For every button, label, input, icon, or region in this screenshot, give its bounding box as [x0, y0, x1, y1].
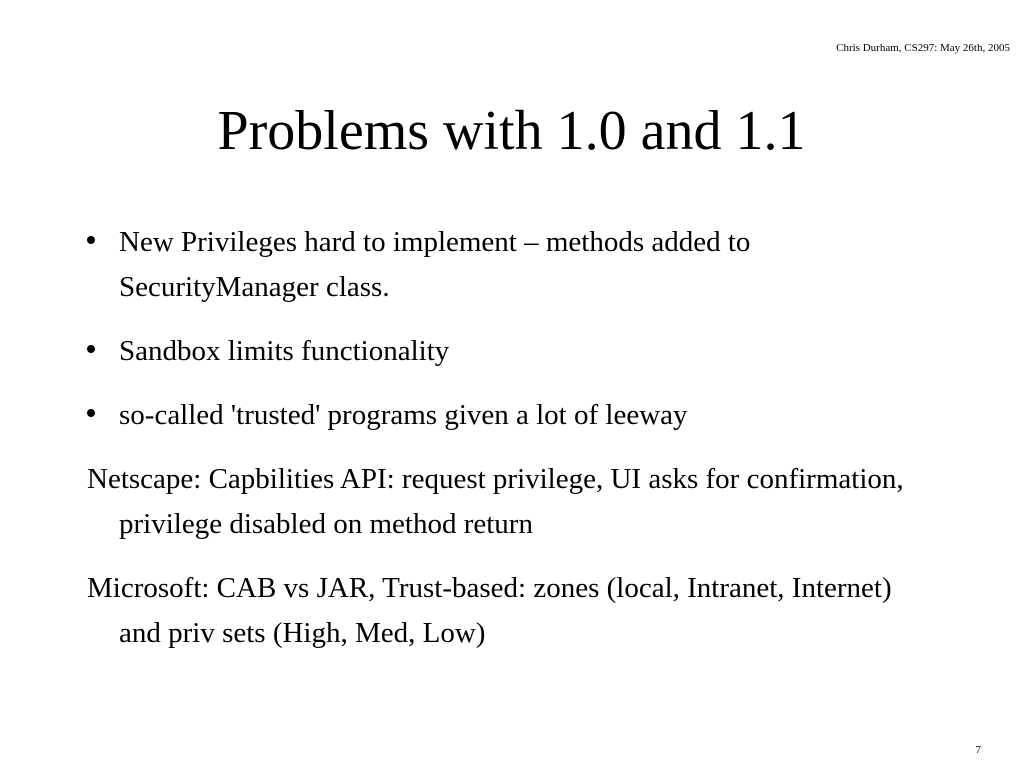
header-note: Chris Durham, CS297: May 26th, 2005 — [836, 42, 1010, 54]
bullet-item — [87, 393, 917, 438]
bullet-dot-icon — [87, 409, 95, 417]
page-number: 7 — [975, 744, 981, 756]
slide-content — [87, 220, 917, 675]
slide-title: Problems with 1.0 and 1.1 — [217, 100, 806, 162]
bullet-list — [87, 220, 917, 438]
bullet-item — [87, 329, 917, 374]
netscape-paragraph: Netscape: Capbilities API: request privilege, UI asks for confirmation, privilege disabled on method return — [87, 463, 904, 540]
bullet-item — [87, 220, 917, 310]
bullet-text: so-called 'trusted' programs given a lot of leeway — [119, 399, 688, 431]
bullet-dot-icon — [87, 345, 95, 353]
microsoft-paragraph: Microsoft: CAB vs JAR, Trust-based: zones (local, Intranet, Internet) and priv sets (High, Med, Low) — [87, 572, 892, 649]
bullet-text: New Privileges hard to implement – methods added to SecurityManager class. — [119, 226, 751, 303]
bullet-dot-icon — [87, 236, 95, 244]
bullet-text: Sandbox limits functionality — [119, 335, 450, 367]
